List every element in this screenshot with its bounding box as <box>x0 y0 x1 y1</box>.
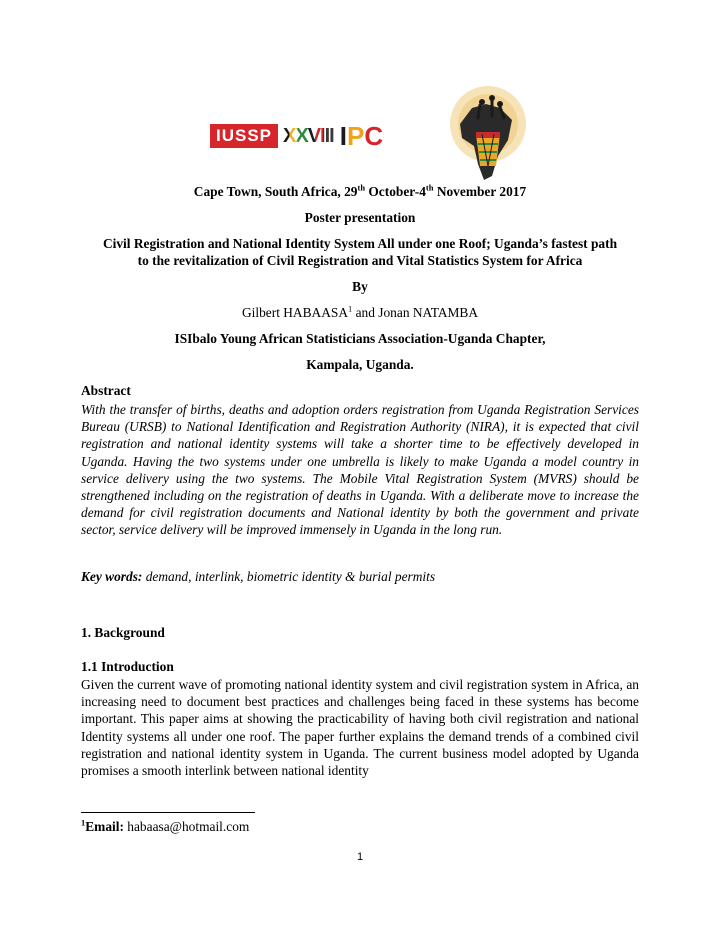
iussp-ipc-banner <box>210 121 384 151</box>
conference-logo <box>206 84 526 184</box>
keywords: Key words: demand, interlink, biometric identity & burial permits <box>81 569 436 584</box>
authors: Gilbert HABAASA$^1$ and Jonan NATAMBA <box>241 303 479 320</box>
page-number: 1 <box>356 851 364 863</box>
roman-numeral-logo-text: XXVIII <box>283 125 334 147</box>
city: Kampala, Uganda. <box>306 357 414 372</box>
footnote-divider <box>81 812 255 813</box>
introduction-body: Given the current wave of promoting national identity system and civil registration system in Africa, an increasing need to document best practices and challenges being faced in these systems has become important. This paper aims at showing the practicability of having both civil registration and national Identity systems all under one roof. The paper further explains the demand trends of a combined civil registration and national identity system in Uganda. The current business model adopted by Uganda promises a smooth interlink between national identity <box>81 677 639 779</box>
abstract-heading: Abstract <box>81 383 131 398</box>
paper-title-line-2: to the revitalization of Civil Registration and Vital Statistics System for Africa <box>137 253 583 268</box>
presentation-type: Poster presentation <box>304 210 416 225</box>
abstract-body: With the transfer of births, deaths and adoption orders registration from Uganda Registration Services Bureau (URSB) to National Identification and Registration Authority (NIRA), it is expected that civil registration and national identity systems will take a shorter time to be effectively developed in Uganda. Having the two systems under one umbrella is likely to make Uganda a model country in service delivery using the two systems. The Mobile Vital Registration System (MVRS) should be strengthened including on the registration of deaths in Uganda. With a deliberate move to increase the demand for civil registration documents and National identity by both the government and private sector, service delivery will be improved immensely in Uganda in the long run. <box>81 402 639 538</box>
africa-drum-emblem-icon <box>442 84 526 184</box>
section-heading-background: 1. Background <box>81 625 165 640</box>
ipc-logo-text: IPC <box>339 121 384 151</box>
iussp-logo-text: IUSSP <box>210 124 278 148</box>
paper-title-line-1: Civil Registration and National Identity System All under one Roof; Uganda’s fastest path <box>102 236 618 251</box>
affiliation: ISIbalo Young African Statisticians Association-Uganda Chapter, <box>174 331 546 346</box>
footnote: $^1$Email: habaasa@hotmail.com <box>81 817 250 834</box>
by-label: By <box>352 279 368 294</box>
conference-location-date: Cape Town, South Africa, 29th October-4th November 2017 <box>193 182 527 199</box>
paper-title <box>80 235 640 269</box>
subsection-heading-introduction: 1.1 Introduction <box>81 659 174 674</box>
